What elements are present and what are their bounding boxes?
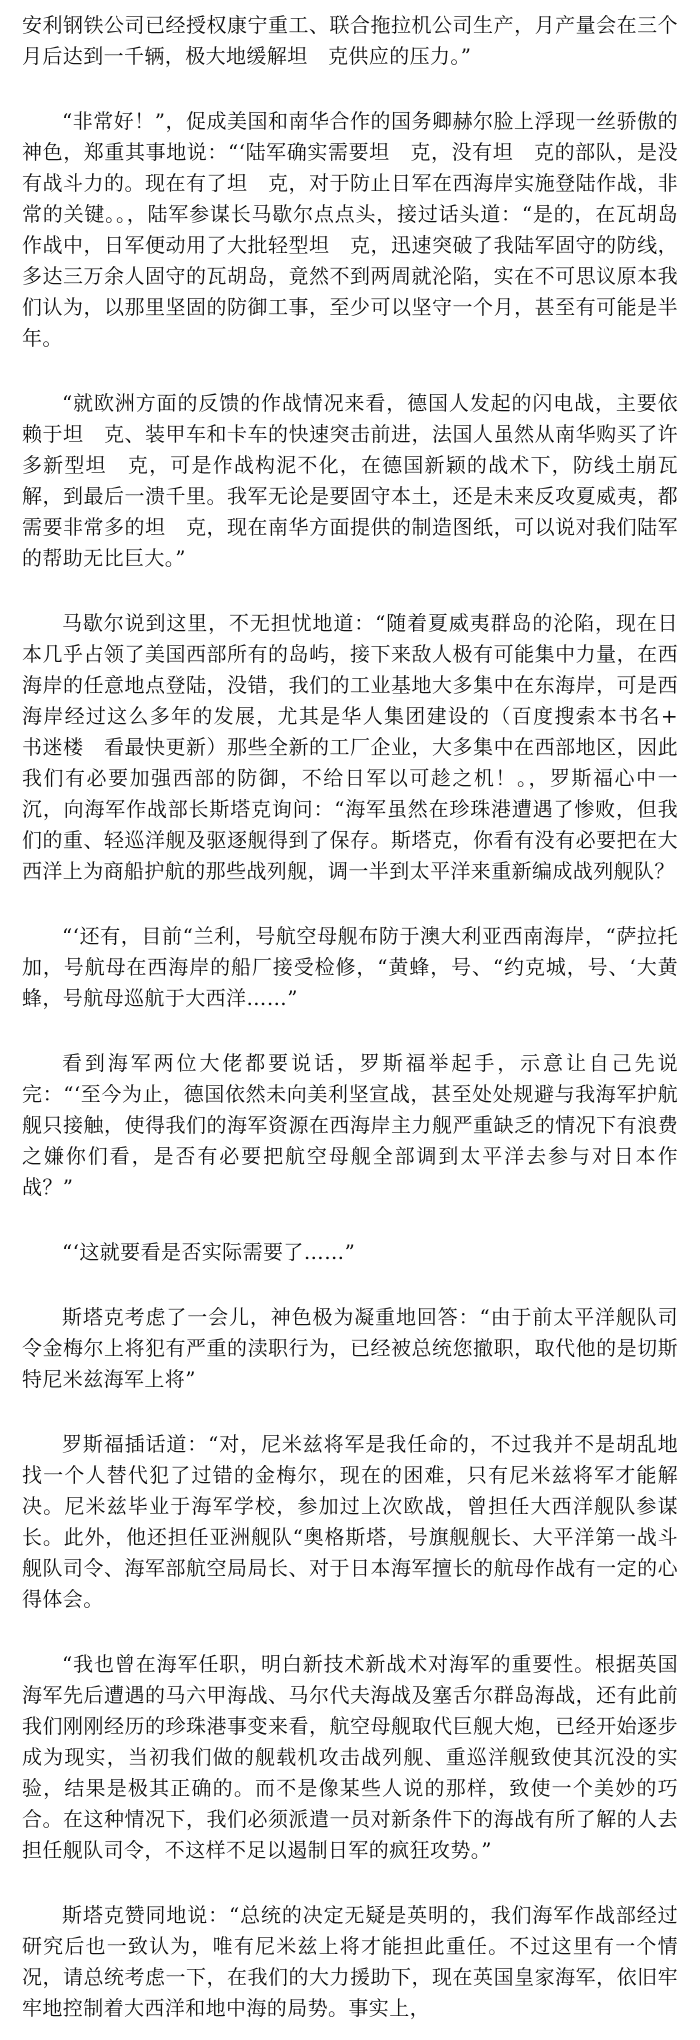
paragraph-8: 斯塔克考虑了一会儿，神色极为凝重地回答：“由于前太平洋舰队司令金梅尔上将犯有严重的渎职行为，已经被总统您撤职，取代他的是切斯特尼米兹海军上将” bbox=[22, 1305, 678, 1391]
paragraph-1: 安利钢铁公司已经授权康宁重工、联合拖拉机公司生产，月产量会在三个月后达到一千辆，极大地缓解坦 克供应的压力。” bbox=[22, 13, 678, 68]
paragraph-10: “我也曾在海军任职，明白新技术新战术对海军的重要性。根据英国海军先后遭遇的马六甲海战、马尔代夫海战及塞舌尔群岛海战，还有此前我们刚刚经历的珍珠港事变来看，航空母舰取代巨舰大炮，已经开始逐步成为现实，当初我们做的舰载机攻击战列舰、重巡洋舰致使其沉没的实验，结果是极其正确的。而不是像某些人说的那样，致使一个美妙的巧合。在这种情况下，我们必须派遣一员对新条件下的海战有所了解的人去担任舰队司令，不这样不足以遏制日军的疯狂攻势。” bbox=[22, 1652, 678, 1862]
paragraph-3: “就欧洲方面的反馈的作战情况来看，德国人发起的闪电战，主要依赖于坦 克、装甲车和卡车的快速突击前进，法国人虽然从南华购买了许多新型坦 克，可是作战构泥不化，在德国新颖的战术下，防线土崩瓦解，到最后一溃千里。我军无论是要固守本土，还是未来反攻夏威夷，都需要非常多的坦 克，现在南华方面提供的制造图纸，可以说对我们陆军的帮助无比巨大。” bbox=[22, 391, 678, 570]
paragraph-11: 斯塔克赞同地说：“总统的决定无疑是英明的，我们海军作战部经过研究后也一致认为，唯有尼米兹上将才能担此重任。不过这里有一个情况，请总统考虑一下，在我们的大力援助下，现在英国皇家海军，依旧牢牢地控制着大西洋和地中海的局势。事实上， bbox=[22, 1903, 678, 2020]
paragraph-4: 马歇尔说到这里，不无担忧地道：“随着夏威夷群岛的沦陷，现在日本几乎占领了美国西部所有的岛屿，接下来敌人极有可能集中力量，在西海岸的任意地点登陆，没错，我们的工业基地大多集中在东海岸，可是西海岸经过这么多年的发展，尤其是华人集团建设的（百度搜索本书名+ 书迷楼 看最快更新）那些全新的工厂企业，大多集中在西部地区，因此我们有必要加强西部的防御，不给日军以可趁之机！。，罗斯福心中一沉，向海军作战部长斯塔克询问：“海军虽然在珍珠港遭遇了惨败，但我们的重、轻巡洋舰及驱逐舰得到了保存。斯塔克，你看有没有必要把在大西洋上为商船护航的那些战列舰，调一半到太平洋来重新编成战列舰队？ bbox=[22, 611, 678, 883]
paragraph-5: “‘还有，目前“兰利，号航空母舰布防于澳大利亚西南海岸，“萨拉托加，号航母在西海岸的船厂接受检修，“黄蜂，号、“约克城，号、‘大黄蜂，号航母巡航于大西洋……” bbox=[22, 924, 678, 1010]
paragraph-9: 罗斯福插话道：“对，尼米兹将军是我任命的，不过我并不是胡乱地找一个人替代犯了过错的金梅尔，现在的困难，只有尼米兹将军才能解决。尼米兹毕业于海军学校，参加过上次欧战，曾担任大西洋舰队参谋长。此外，他还担任亚洲舰队“奥格斯塔，号旗舰舰长、大平洋第一战斗舰队司令、海军部航空局局长、对于日本海军擅长的航母作战有一定的心得体会。 bbox=[22, 1432, 678, 1611]
paragraph-7: “‘这就要看是否实际需要了……” bbox=[62, 1240, 356, 1264]
paragraph-2: “非常好！”，促成美国和南华合作的国务卿赫尔脸上浮现一丝骄傲的神色，郑重其事地说：“‘陆军确实需要坦 克，没有坦 克的部队，是没有战斗力的。现在有了坦 克，对于防止日军在西海岸实施登陆作战，非常的关键。。，陆军参谋长马歇尔点点头，接过话头道：“是的，在瓦胡岛作战中，日军便动用了大批轻型坦 克，迅速突破了我陆军固守的防线，多达三万余人固守的瓦胡岛，竟然不到两周就沦陷，实在不可思议原本我们认为，以那里坚固的防御工事，至少可以坚守一个月，甚至有可能是半年。 bbox=[22, 109, 678, 350]
paragraph-6: 看到海军两位大佬都要说话，罗斯福举起手，示意让自己先说完：“‘至今为止，德国依然未向美利坚宣战，甚至处处规避与我海军护航舰只接触，使得我们的海军资源在西海岸主力舰严重缺乏的情况下有浪费之嫌你们看，是否有必要把航空母舰全部调到太平洋去参与对日本作战？” bbox=[22, 1051, 678, 1199]
